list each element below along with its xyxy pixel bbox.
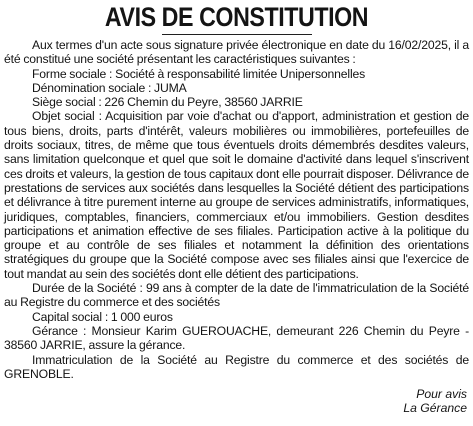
intro-paragraph: Aux termes d'un acte sous signature privée électronique en date du 16/02/2025, il a été constitué une société présentant les caractéristiques suivantes : [4, 38, 469, 67]
legal-form-line: Forme sociale : Société à responsabilité limitée Unipersonnelles [32, 66, 366, 81]
title-underline [162, 34, 312, 35]
corporate-purpose-paragraph: Objet social : Acquisition par voie d'achat ou d'apport, administration et gestion de tous biens, droits, parts d'intérêt, valeurs mobilières ou immobilières, portefeuilles de droits sociaux, titres, de même que tous éventuels droits démembrés desdites valeurs, sans limitation quelconque et quel que soit le domaine d'activité dans lequel s'inscrivent ces droits et valeurs, la gestion de tous capitaux dont elle pourrait disposer. Délivrance de prestations de services aux sociétés dans lesquelles la Société détient des participations et délivrance à titre purement interne au groupe de services administratifs, informatiques, juridiques, comptables, financiers, commerciaux et/ou immobiliers. Gestion desdites participations et animation effective de ses filiales. Participation active à la politique du groupe et au contrôle de ses filiales et notamment la définition des orientations stratégiques du groupe que la Société compose avec ses filiales ainsi que l'exercice de tout mandat au sein des sociétés dont elle détient des participations. [4, 109, 469, 281]
registered-office-line: Siège social : 226 Chemin du Peyre, 38560 JARRIE [32, 95, 303, 110]
duration-paragraph: Durée de la Société : 99 ans à compter de la date de l'immatriculation de la Société au Registre du commerce et des sociétés [4, 281, 469, 310]
management-paragraph: Gérance : Monsieur Karim GUEROUACHE, demeurant 226 Chemin du Peyre - 38560 JARRIE, assure la gérance. [4, 323, 469, 353]
share-capital-line: Capital social : 1 000 euros [32, 309, 173, 324]
company-name-line: Dénomination sociale : JUMA [32, 80, 187, 95]
signature-line-1: Pour avis [416, 387, 467, 402]
signature-block [4, 387, 469, 416]
signature-line-2: La Gérance [403, 401, 467, 416]
notice-title: AVIS DE CONSTITUTION [104, 2, 369, 32]
notice-body [4, 38, 469, 381]
registration-paragraph: Immatriculation de la Société au Registre du commerce et des sociétés de GRENOBLE. [4, 352, 469, 381]
